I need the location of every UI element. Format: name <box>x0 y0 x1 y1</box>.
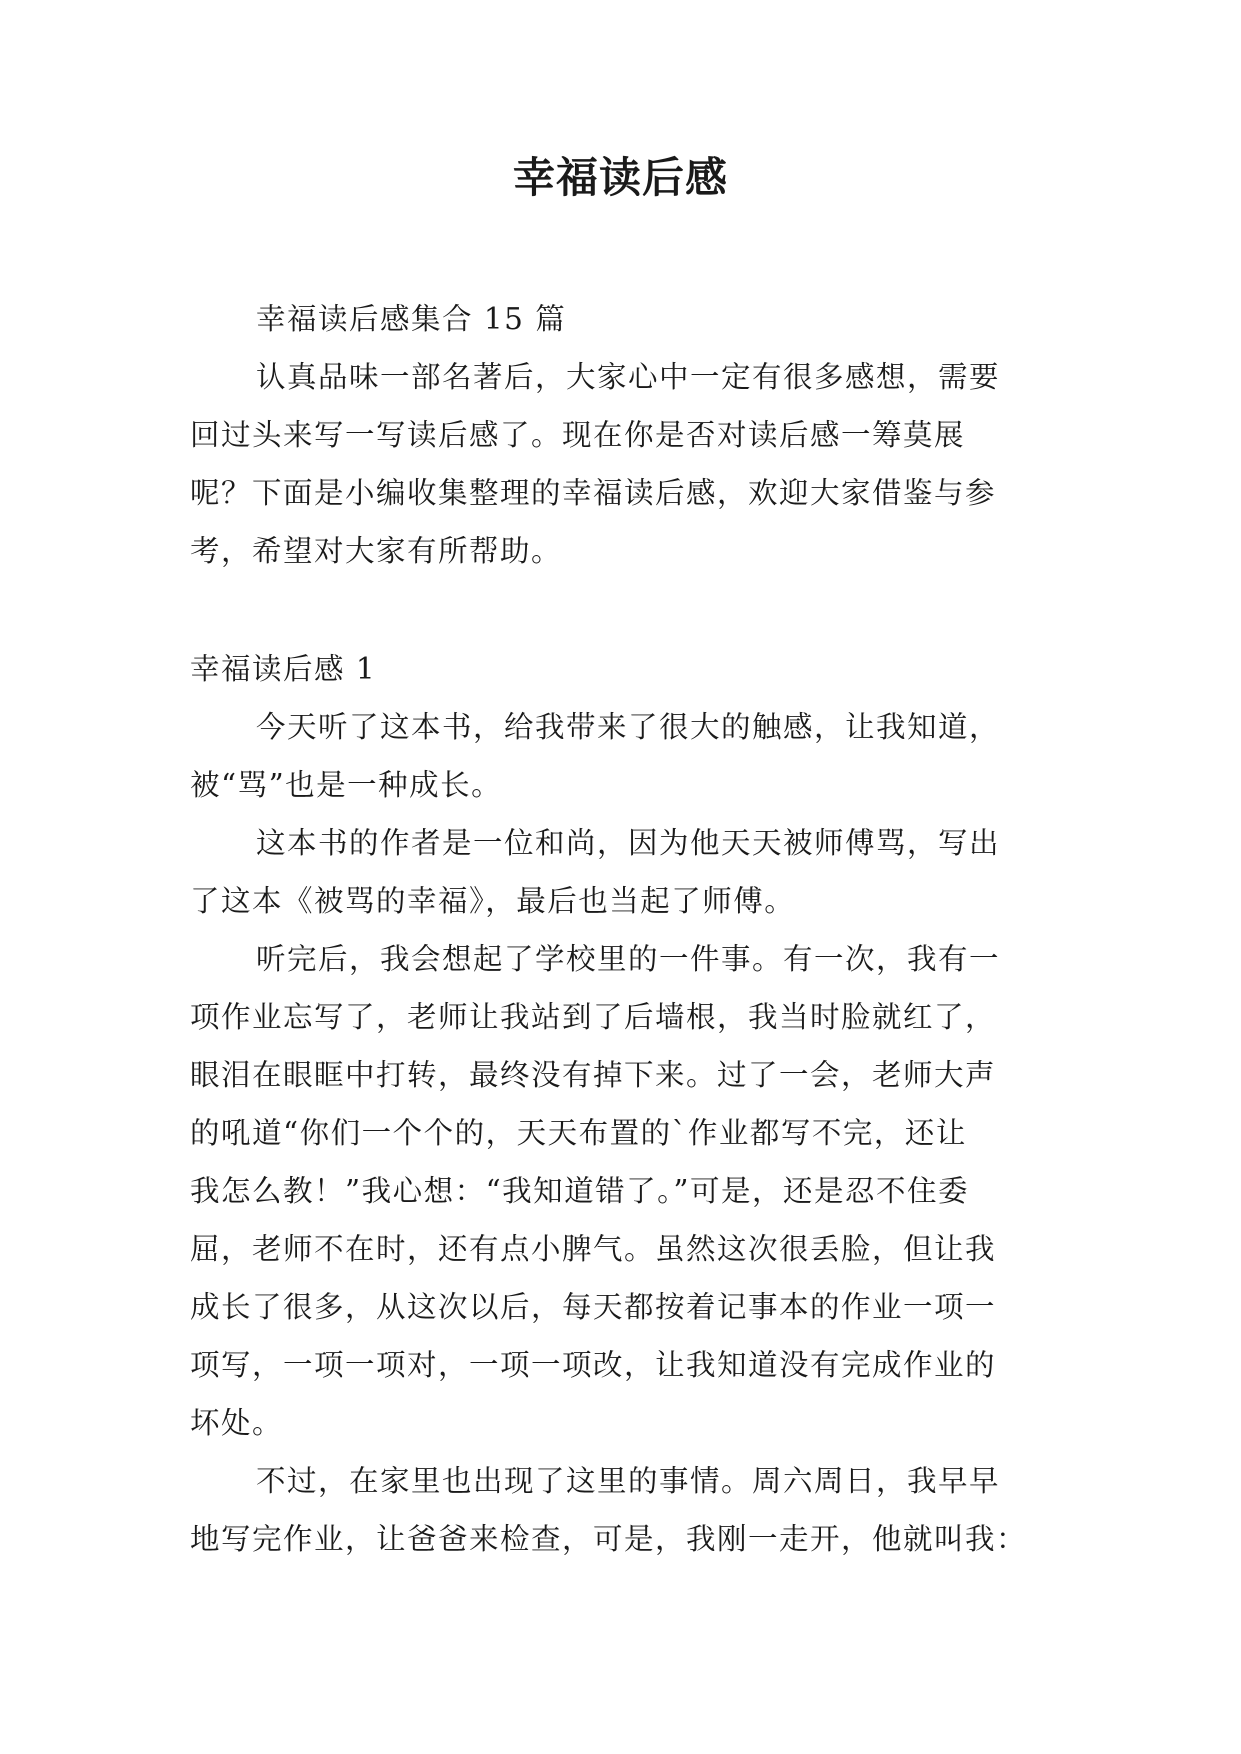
paragraph-line: 成长了很多，从这次以后，每天都按着记事本的作业一项一 <box>190 1290 997 1324</box>
paragraph-line: 这本书的作者是一位和尚，因为他天天被师傅骂，写出 <box>256 826 1001 860</box>
paragraph-line: 屈，老师不在时，还有点小脾气。虽然这次很丢脸，但让我 <box>190 1232 997 1266</box>
document-title: 幸福读后感 <box>512 153 728 202</box>
paragraph-line: 听完后，我会想起了学校里的一件事。有一次，我有一 <box>256 942 1001 976</box>
paragraph-4 <box>190 1452 1052 1568</box>
paragraph-line: 的吼道“你们一个个的，天天布置的`作业都写不完，还让 <box>190 1116 967 1150</box>
paragraph-line: 不过，在家里也出现了这里的事情。周六周日，我早早 <box>256 1464 1001 1498</box>
paragraph-line: 被“骂”也是一种成长。 <box>190 768 503 802</box>
intro-paragraph <box>190 348 1052 580</box>
paragraph-line: 今天听了这本书，给我带来了很大的触感，让我知道， <box>256 710 1001 744</box>
paragraph-3 <box>190 930 1052 1452</box>
paragraph-2 <box>190 814 1052 930</box>
paragraph-line: 我怎么教！”我心想：“我知道错了。”可是，还是忍不住委 <box>190 1174 969 1208</box>
paragraph-line: 项写，一项一项对，一项一项改，让我知道没有完成作业的 <box>190 1348 997 1382</box>
section-gap <box>190 580 1052 640</box>
paragraph-line: 了这本《被骂的幸福》，最后也当起了师傅。 <box>190 884 796 918</box>
section-heading: 幸福读后感 1 <box>190 652 377 686</box>
paragraph-line: 地写完作业，让爸爸来检查，可是，我刚一走开，他就叫我： <box>190 1522 1028 1556</box>
document-body <box>190 290 1052 1568</box>
paragraph-line: 坏处。 <box>190 1406 284 1440</box>
intro-line: 考，希望对大家有所帮助。 <box>190 534 563 568</box>
intro-line: 认真品味一部名著后，大家心中一定有很多感想，需要 <box>256 360 1001 394</box>
intro-line: 呢？下面是小编收集整理的幸福读后感，欢迎大家借鉴与参 <box>190 476 997 510</box>
paragraph-line: 项作业忘写了，老师让我站到了后墙根，我当时脸就红了， <box>190 1000 997 1034</box>
paragraph-1 <box>190 698 1052 814</box>
paragraph-line: 眼泪在眼眶中打转，最终没有掉下来。过了一会，老师大声 <box>190 1058 997 1092</box>
intro-line: 回过头来写一写读后感了。现在你是否对读后感一筹莫展 <box>190 418 966 452</box>
subtitle: 幸福读后感集合 15 篇 <box>256 302 567 336</box>
